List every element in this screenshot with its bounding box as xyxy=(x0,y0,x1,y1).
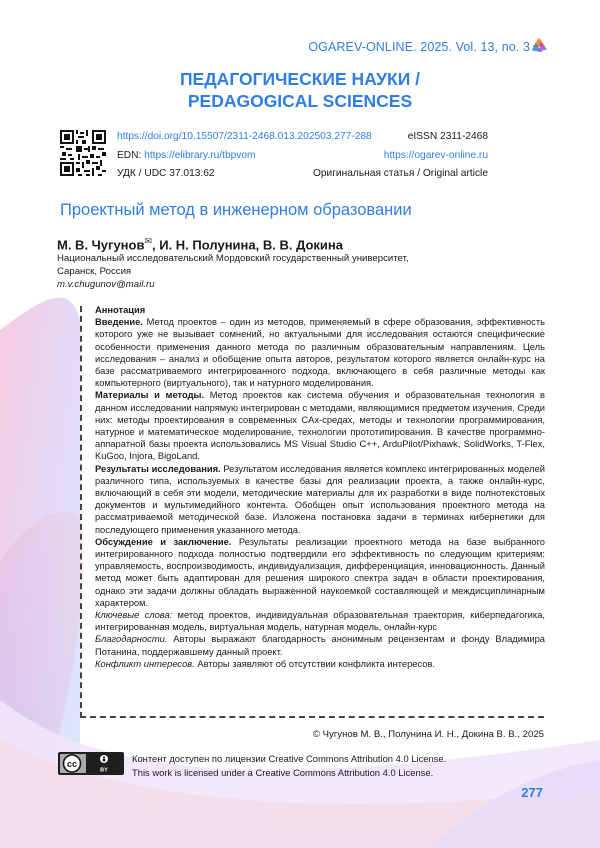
section-title xyxy=(0,68,600,112)
udc: УДК / UDC 37.013:62 xyxy=(117,168,215,179)
envelope-icon[interactable]: ✉ xyxy=(144,236,153,246)
abstract xyxy=(95,304,545,670)
qr-code-icon xyxy=(60,130,106,176)
affiliation-city: Саранск, Россия xyxy=(57,266,132,277)
abstract-heading: Аннотация xyxy=(95,305,146,315)
authors-rest: , И. Н. Полунина, В. В. Докина xyxy=(152,237,344,253)
section-title-en: PEDAGOGICAL SCIENCES xyxy=(187,91,413,111)
keywords xyxy=(95,609,545,633)
results-label: Результаты исследования. xyxy=(95,463,221,474)
abstract-discussion xyxy=(95,536,545,609)
svg-text:cc: cc xyxy=(66,759,78,769)
ogarev-logo-icon xyxy=(530,36,548,54)
affiliation: Национальный исследовательский Мордовский государственный университет, xyxy=(57,253,409,264)
journal-line: OGAREV-ONLINE. 2025. Vol. 13, no. 3 xyxy=(308,40,530,54)
doi-link[interactable]: https://doi.org/10.15507/2311-2468.013.202503.277-288 xyxy=(117,131,372,142)
article-type: Оригинальная статья / Original article xyxy=(312,168,488,179)
author-corresponding: М. В. Чугунов xyxy=(57,237,145,253)
conflict-label: Конфликт интересов. xyxy=(95,658,195,669)
methods-label: Материалы и методы. xyxy=(95,390,205,401)
author-email[interactable]: m.v.chugunov@mail.ru xyxy=(57,279,155,290)
cc-badge-label: BY xyxy=(100,767,108,774)
license-ru: Контент доступен по лицензии Creative Commons Attribution 4.0 License. xyxy=(132,753,447,764)
thanks-text: Авторы выражают благодарность анонимным рецензентам и фонду Владимира Потанина, поддержавшему данный проект. xyxy=(95,634,545,657)
page-number: 277 xyxy=(521,785,543,800)
discussion-label: Обсуждение и заключение. xyxy=(95,536,232,547)
discussion-text: Результаты реализации проектного метода на базе выбранного интегрированного подхода полностью подтвердили его эффективность по следующим критериям: управляемость, воспроизводимость, индивидуализация, дифференциация, инновационность. Данный метод может быть адаптирован для решения широкого спектра задач в области проектирования, однако эти задачи должны обладать выраженной наукоемкой составляющей и междисциплинарным характером. xyxy=(95,536,545,608)
cc-by-badge-icon[interactable] xyxy=(58,752,124,775)
edn-link[interactable]: https://elibrary.ru/tbpvom xyxy=(144,150,256,161)
acknowledgements xyxy=(95,633,545,657)
abstract-methods xyxy=(95,389,545,462)
license-en: This work is licensed under a Creative Commons Attribution 4.0 License. xyxy=(132,767,434,778)
edn-label: EDN: xyxy=(117,150,145,161)
intro-text: Метод проектов – один из методов, применяемый в сфере образования, эффективность которого уже не вызывает сомнений, но актуальными для исследования остаются специфические особенности применения данного метода по различным образовательным направлениям. Цель исследования – анализ и обобщение опыта авторов, результатом которого является онлайн-курс на базе рассматриваемого интегрированного подхода, включающего в себя различные методы как компьютерного (виртуального), так и натурного моделирования. xyxy=(95,317,545,389)
thanks-label: Благодарности. xyxy=(95,634,168,645)
keywords-text: метод проектов, индивидуальная образовательная траектория, киберпедагогика, интегрированная модель, виртуальная модель, натурная модель, онлайн-курс xyxy=(95,610,545,633)
methods-text: Метод проектов как система обучения и образовательная технология в данном исследовании напрямую интегрирован с методами, являющимися предметом изучения. Среди них: методы проектирования в современных CAx-средах, методы и технологии программирования, натурное и математическое моделирование, технологии прототипирования. В качестве программно-аппаратной базы проекта использовались MS Visual Studio C++, ArduPilot/Pixhawk, SolidWorks, T-Flex, KuGoo, Injora, BigoLand. xyxy=(95,390,545,462)
results-text: Результатом исследования является комплекс интегрированных моделей различного типа, используемых в качестве базы для реализации проекта, а также онлайн-курс, включающий в себя эти модели, методические материалы для их разработки в виде полнотекстовых документов и мультимедийного контента. Обобщен опыт использования проектного метода на рассматриваемой методической базе. Изложена постановка задачи в терминах кибернетики для последующего применения указанного метода. xyxy=(95,463,545,535)
article-title: Проектный метод в инженерном образовании xyxy=(60,201,412,219)
abstract-results xyxy=(95,463,545,536)
intro-label: Введение. xyxy=(95,317,143,328)
copyright: © Чугунов М. В., Полунина И. Н., Докина В. В., 2025 xyxy=(312,729,544,740)
conflict-of-interest xyxy=(95,658,545,670)
conflict-text: Авторы заявляют об отсутствии конфликта интересов. xyxy=(194,658,436,669)
journal-site-link[interactable]: https://ogarev-online.ru xyxy=(383,150,488,161)
edn-line xyxy=(117,149,256,163)
abstract-intro xyxy=(95,316,545,389)
keywords-label: Ключевые слова: xyxy=(95,610,173,621)
eissn: eISSN 2311-2468 xyxy=(407,131,488,142)
authors xyxy=(57,236,343,252)
section-title-ru: ПЕДАГОГИЧЕСКИЕ НАУКИ / xyxy=(179,69,421,89)
